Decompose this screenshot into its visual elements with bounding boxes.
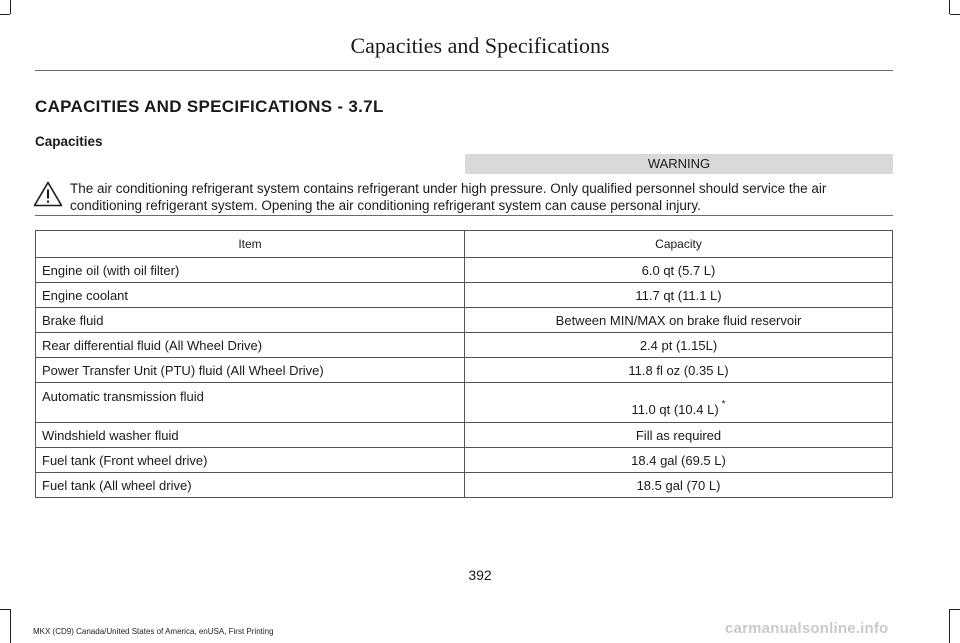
crop-mark	[950, 14, 960, 15]
crop-mark	[949, 0, 950, 14]
item-cell: Engine coolant	[36, 283, 465, 308]
page-number: 392	[468, 567, 492, 583]
capacity-cell: 11.7 qt (11.1 L)	[465, 283, 893, 308]
item-cell: Fuel tank (Front wheel drive)	[36, 448, 465, 473]
column-header-capacity: Capacity	[465, 231, 893, 258]
section-subheading: Capacities	[35, 134, 103, 149]
item-cell: Power Transfer Unit (PTU) fluid (All Wheel Drive)	[36, 358, 465, 383]
table-row	[36, 308, 893, 333]
capacity-value: 11.0 qt (10.4 L)	[631, 402, 719, 417]
crop-mark	[949, 609, 950, 643]
item-cell: Rear differential fluid (All Wheel Drive)	[36, 333, 465, 358]
crop-mark	[10, 609, 11, 643]
table-row	[36, 333, 893, 358]
capacities-table	[35, 230, 893, 498]
capacity-cell: 2.4 pt (1.15L)	[465, 333, 893, 358]
capacity-cell: 11.8 fl oz (0.35 L)	[465, 358, 893, 383]
page-title: Capacities and Specifications	[350, 33, 610, 58]
capacity-cell: Between MIN/MAX on brake fluid reservoir	[465, 308, 893, 333]
crop-mark	[950, 609, 960, 610]
item-cell: Brake fluid	[36, 308, 465, 333]
warning-triangle-icon	[33, 181, 63, 207]
table-row	[36, 473, 893, 498]
table-header-row	[36, 231, 893, 258]
crop-mark	[10, 0, 11, 14]
title-divider	[35, 70, 893, 71]
table-row	[36, 283, 893, 308]
column-header-item: Item	[36, 231, 465, 258]
footer-text: MKX (CD9) Canada/United States of America, enUSA, First Printing	[33, 627, 274, 636]
table-row	[36, 423, 893, 448]
capacity-cell	[465, 383, 893, 423]
item-cell: Fuel tank (All wheel drive)	[36, 473, 465, 498]
table-row	[36, 258, 893, 283]
footnote-mark: *	[721, 399, 726, 410]
crop-mark	[0, 14, 10, 15]
capacity-cell: 18.4 gal (69.5 L)	[465, 448, 893, 473]
warning-text: The air conditioning refrigerant system contains refrigerant under high pressure. Only qualified personnel should service the air conditioning refrigerant system. Opening the air conditioning refrigerant system can cause personal injury.	[70, 181, 827, 213]
table-row	[36, 383, 893, 423]
watermark: carmanualsonline.info	[725, 620, 889, 637]
warning-divider	[35, 215, 893, 216]
item-cell: Windshield washer fluid	[36, 423, 465, 448]
warning-label: WARNING	[465, 154, 893, 174]
item-cell: Engine oil (with oil filter)	[36, 258, 465, 283]
section-heading: CAPACITIES AND SPECIFICATIONS - 3.7L	[35, 97, 384, 116]
capacity-cell: Fill as required	[465, 423, 893, 448]
crop-mark	[0, 609, 10, 610]
capacity-cell: 6.0 qt (5.7 L)	[465, 258, 893, 283]
table-row	[36, 448, 893, 473]
item-cell: Automatic transmission fluid	[36, 383, 465, 423]
capacity-cell: 18.5 gal (70 L)	[465, 473, 893, 498]
table-row	[36, 358, 893, 383]
